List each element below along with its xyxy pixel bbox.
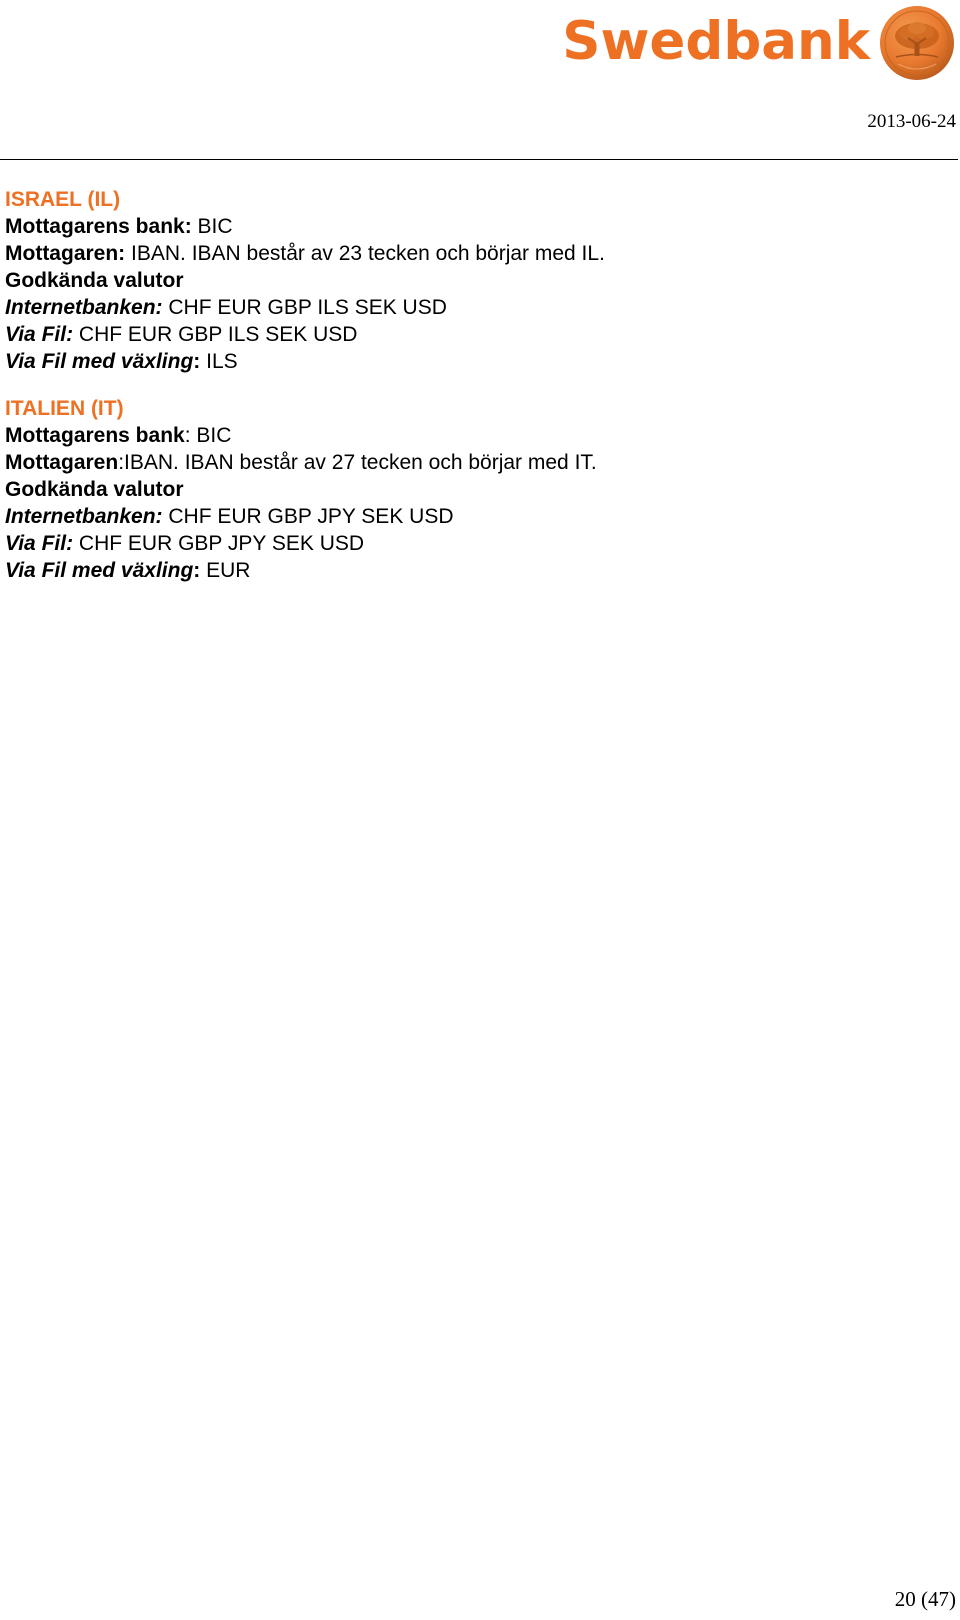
internet-bank-line <box>5 294 945 321</box>
swedbank-logo <box>562 4 956 82</box>
via-file-line <box>5 530 945 557</box>
internet-bank-value: CHF EUR GBP JPY SEK USD <box>162 505 454 528</box>
recipient-bank-line <box>5 213 945 240</box>
recipient-bank-value: : BIC <box>184 424 232 447</box>
via-file-exchange-value: EUR <box>200 559 251 582</box>
via-file-label: Via Fil: <box>5 532 74 555</box>
document-date: 2013-06-24 <box>867 111 956 132</box>
internet-bank-label: Internetbanken: <box>5 296 163 319</box>
recipient-label: Mottagaren: <box>5 242 126 265</box>
approved-currencies-heading: Godkända valutor <box>5 478 184 501</box>
via-file-value: CHF EUR GBP ILS SEK USD <box>73 323 358 346</box>
via-file-exchange-line <box>5 348 945 375</box>
via-file-exchange-colon: : <box>193 559 201 582</box>
recipient-label: Mottagaren <box>5 451 119 474</box>
recipient-line <box>5 449 945 476</box>
internet-bank-line <box>5 503 945 530</box>
via-file-exchange-value: ILS <box>200 350 238 373</box>
page-header <box>0 0 960 162</box>
recipient-bank-value: BIC <box>191 215 233 238</box>
country-section-italy <box>5 395 945 584</box>
country-heading: ITALIEN (IT) <box>5 397 124 420</box>
via-file-exchange-colon: : <box>193 350 201 373</box>
internet-bank-value: CHF EUR GBP ILS SEK USD <box>162 296 447 319</box>
via-file-value: CHF EUR GBP JPY SEK USD <box>73 532 365 555</box>
recipient-line <box>5 240 945 267</box>
via-file-label: Via Fil: <box>5 323 74 346</box>
logo-wordmark: Swedbank <box>562 10 870 72</box>
approved-currencies-heading: Godkända valutor <box>5 269 184 292</box>
internet-bank-label: Internetbanken: <box>5 505 163 528</box>
via-file-exchange-label: Via Fil med växling <box>5 559 194 582</box>
recipient-value: IBAN. IBAN består av 23 tecken och börjar med IL. <box>125 242 605 265</box>
document-body <box>5 186 945 604</box>
recipient-value: :IBAN. IBAN består av 27 tecken och börjar med IT. <box>118 451 597 474</box>
recipient-bank-label: Mottagarens bank: <box>5 215 192 238</box>
recipient-bank-line <box>5 422 945 449</box>
via-file-line <box>5 321 945 348</box>
via-file-exchange-line <box>5 557 945 584</box>
page-number: 20 (47) <box>894 1587 956 1611</box>
country-section-israel <box>5 186 945 375</box>
recipient-bank-label: Mottagarens bank <box>5 424 185 447</box>
oak-tree-seal-icon <box>878 4 956 82</box>
via-file-exchange-label: Via Fil med växling <box>5 350 194 373</box>
header-divider <box>0 159 958 160</box>
country-heading: ISRAEL (IL) <box>5 188 121 211</box>
